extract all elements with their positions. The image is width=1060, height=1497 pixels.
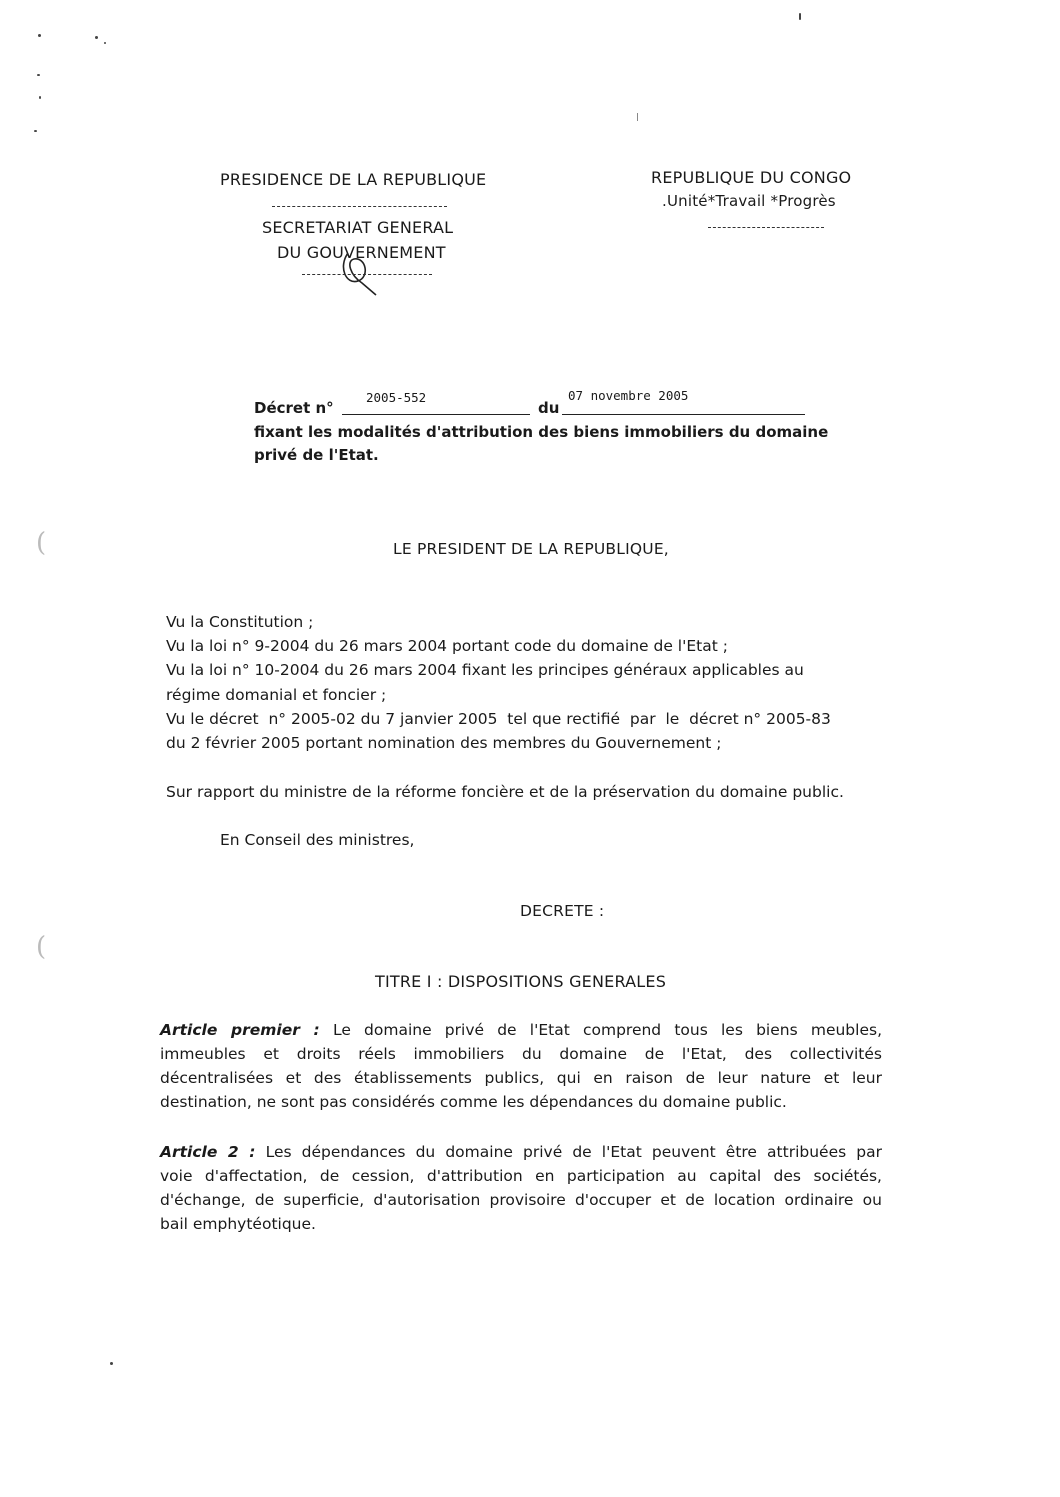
scan-speck — [37, 74, 40, 76]
divider — [302, 274, 432, 275]
decree-du: du — [538, 399, 560, 417]
article-1 — [160, 1018, 882, 1114]
scan-speck — [104, 42, 106, 44]
punch-hole-mark: ( — [36, 932, 47, 962]
decree-number: 2005-552 — [366, 390, 427, 405]
decree-prefix: Décret n° — [254, 399, 334, 417]
scan-speck — [34, 130, 37, 132]
article-2-label: Article 2 : — [160, 1143, 256, 1161]
consideration-5: Vu le décret n° 2005-02 du 7 janvier 2005 tel que rectifié par le décret n° 2005-83 — [166, 710, 831, 728]
header-left-line3: DU GOUVERNEMENT — [277, 243, 446, 262]
president-heading: LE PRESIDENT DE LA REPUBLIQUE, — [393, 540, 669, 558]
article-1-label: Article premier : — [160, 1021, 320, 1039]
divider — [708, 227, 824, 228]
article-2-line1 — [160, 1140, 882, 1164]
consideration-1: Vu la Constitution ; — [166, 613, 314, 631]
article-1-line3: décentralisées et des établissements publics, qui en raison de leur nature et leur — [160, 1069, 882, 1087]
consideration-4: régime domanial et foncier ; — [166, 686, 387, 704]
decree-subject-line1: fixant les modalités d'attribution des biens immobiliers du domaine — [254, 423, 829, 441]
scan-speck — [95, 36, 98, 39]
initials-mark — [336, 245, 386, 297]
article-1-line1 — [160, 1018, 882, 1042]
scan-speck — [799, 13, 801, 20]
punch-hole-mark: ( — [36, 528, 47, 558]
decree-number-field — [342, 390, 530, 415]
article-1-text1: Le domaine privé de l'Etat comprend tous les biens meubles, — [332, 1021, 882, 1039]
article-1-line2: immeubles et droits réels immobiliers du domaine de l'Etat, des collectivités — [160, 1045, 882, 1063]
header-left-line2: SECRETARIAT GENERAL — [262, 218, 454, 237]
article-2-line4: bail emphytéotique. — [160, 1215, 316, 1233]
header-left-line1: PRESIDENCE DE LA REPUBLIQUE — [220, 170, 487, 189]
scan-speck — [637, 113, 638, 121]
scan-speck — [110, 1362, 113, 1365]
decree-date: 07 novembre 2005 — [568, 388, 689, 403]
article-2-text1: Les dépendances du domaine privé de l'Etat peuvent être attribuées par — [265, 1143, 882, 1161]
rapport-line: Sur rapport du ministre de la réforme foncière et de la préservation du domaine public. — [166, 783, 844, 801]
consideration-2: Vu la loi n° 9-2004 du 26 mars 2004 portant code du domaine de l'Etat ; — [166, 637, 728, 655]
scan-speck — [39, 96, 41, 99]
decrete-heading: DECRETE : — [520, 902, 605, 920]
article-2-line2: voie d'affectation, de cession, d'attribution en participation au capital des sociétés, — [160, 1167, 882, 1185]
article-1-line4: destination, ne sont pas considérés comme les dépendances du domaine public. — [160, 1093, 787, 1111]
consideration-6: du 2 février 2005 portant nomination des membres du Gouvernement ; — [166, 734, 722, 752]
titre-heading: TITRE I : DISPOSITIONS GENERALES — [375, 972, 667, 991]
decree-title — [254, 388, 829, 470]
scan-speck — [38, 34, 41, 37]
header-right-line1: REPUBLIQUE DU CONGO — [651, 168, 852, 187]
decree-subject-line2: privé de l'Etat. — [254, 446, 379, 464]
article-2-line3: d'échange, de superficie, d'autorisation provisoire d'occuper et de location ordinaire ou — [160, 1191, 882, 1209]
divider — [272, 206, 447, 207]
conseil-line: En Conseil des ministres, — [220, 831, 415, 849]
decree-date-field — [562, 390, 805, 415]
article-2 — [160, 1140, 882, 1236]
header-right-motto: .Unité*Travail *Progrès — [662, 192, 836, 210]
consideration-3: Vu la loi n° 10-2004 du 26 mars 2004 fixant les principes généraux applicables au — [166, 661, 804, 679]
